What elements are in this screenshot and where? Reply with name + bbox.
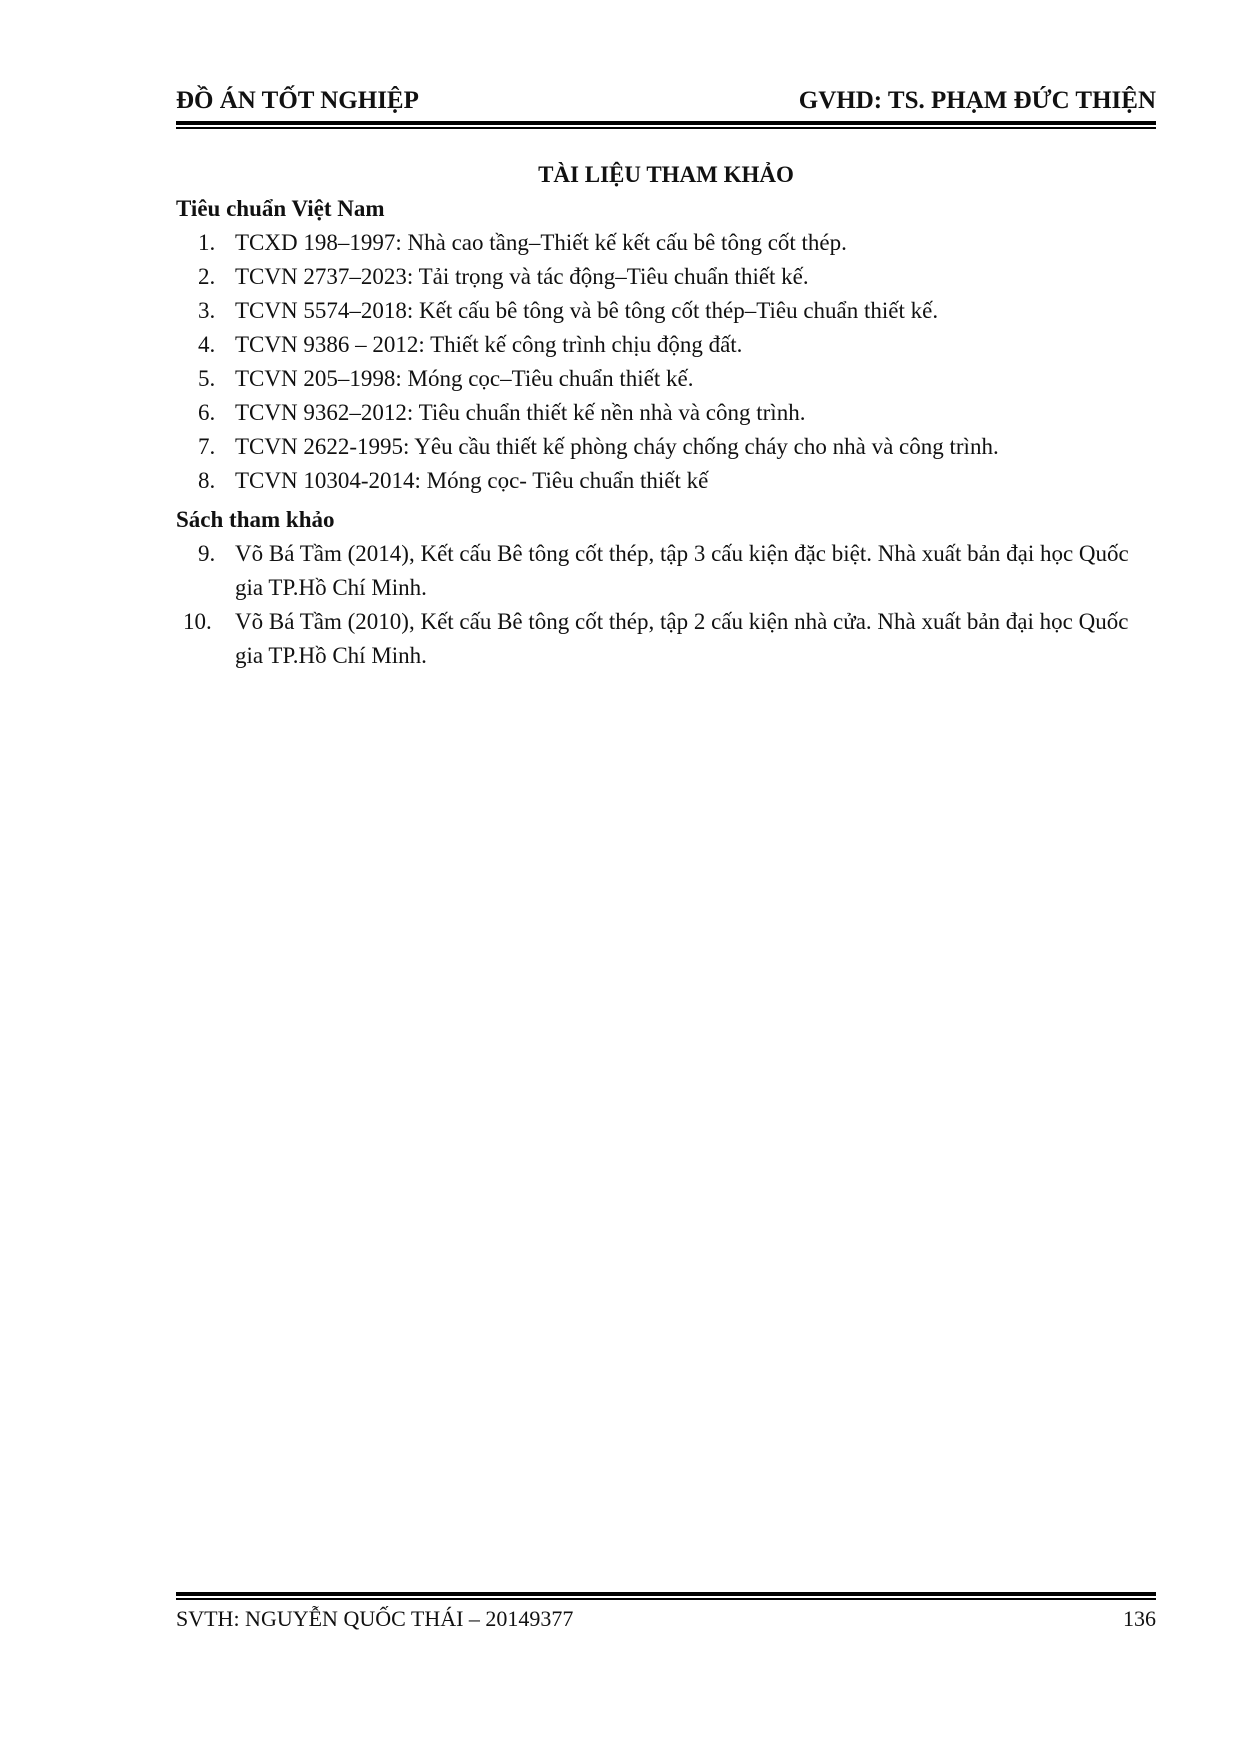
reference-number: 3. xyxy=(198,298,216,323)
reference-text: TCVN 205–1998: Móng cọc–Tiêu chuẩn thiết kế. xyxy=(235,366,694,391)
reference-item xyxy=(176,605,1156,673)
reference-number: 7. xyxy=(198,434,216,459)
reference-text: TCVN 10304-2014: Móng cọc- Tiêu chuẩn thiết kế xyxy=(235,468,709,493)
reference-number: 8. xyxy=(198,468,216,493)
reference-number: 1. xyxy=(198,230,216,255)
page-footer xyxy=(176,1603,1156,1635)
reference-item xyxy=(176,464,1156,498)
header-supervisor-label: GVHD: TS. PHẠM ĐỨC THIỆN xyxy=(798,87,1156,114)
reference-text: TCXD 198–1997: Nhà cao tầng–Thiết kế kết cấu bê tông cốt thép. xyxy=(235,230,847,255)
section-heading-books: Sách tham khảo xyxy=(176,507,335,532)
reference-text: TCVN 9362–2012: Tiêu chuẩn thiết kế nền nhà và công trình. xyxy=(235,400,806,425)
section-heading-standards: Tiêu chuẩn Việt Nam xyxy=(176,196,385,221)
reference-text: TCVN 9386 – 2012: Thiết kế công trình chịu động đất. xyxy=(235,332,743,357)
header-divider xyxy=(176,121,1156,129)
reference-number: 2. xyxy=(198,264,216,289)
reference-number: 9. xyxy=(198,541,216,566)
reference-number: 4. xyxy=(198,332,216,357)
page-header xyxy=(176,84,1156,118)
reference-item xyxy=(176,226,1156,260)
books-reference-list xyxy=(176,537,1156,673)
reference-text: TCVN 2622-1995: Yêu cầu thiết kế phòng cháy chống cháy cho nhà và công trình. xyxy=(235,434,999,459)
reference-item xyxy=(176,430,1156,464)
header-project-label: ĐỒ ÁN TỐT NGHIỆP xyxy=(176,87,419,114)
reference-number: 10. xyxy=(183,609,212,634)
standards-reference-list xyxy=(176,226,1156,498)
page-number: 136 xyxy=(1123,1606,1156,1631)
reference-item xyxy=(176,328,1156,362)
reference-item xyxy=(176,294,1156,328)
reference-text: Võ Bá Tầm (2014), Kết cấu Bê tông cốt thép, tập 3 cấu kiện đặc biệt. Nhà xuất bản đại học Quốc gia TP.Hồ Chí Minh. xyxy=(235,541,1129,600)
reference-number: 5. xyxy=(198,366,216,391)
reference-text: TCVN 2737–2023: Tải trọng và tác động–Tiêu chuẩn thiết kế. xyxy=(235,264,809,289)
reference-number: 6. xyxy=(198,400,216,425)
page-title: TÀI LIỆU THAM KHẢO xyxy=(538,162,794,187)
reference-item xyxy=(176,537,1156,605)
reference-text: Võ Bá Tầm (2010), Kết cấu Bê tông cốt thép, tập 2 cấu kiện nhà cửa. Nhà xuất bản đại học Quốc gia TP.Hồ Chí Minh. xyxy=(235,609,1129,668)
reference-item xyxy=(176,260,1156,294)
reference-item xyxy=(176,396,1156,430)
reference-text: TCVN 5574–2018: Kết cấu bê tông và bê tông cốt thép–Tiêu chuẩn thiết kế. xyxy=(235,298,939,323)
footer-divider xyxy=(176,1592,1156,1600)
reference-item xyxy=(176,362,1156,396)
footer-student-label: SVTH: NGUYỄN QUỐC THÁI – 20149377 xyxy=(176,1606,574,1631)
